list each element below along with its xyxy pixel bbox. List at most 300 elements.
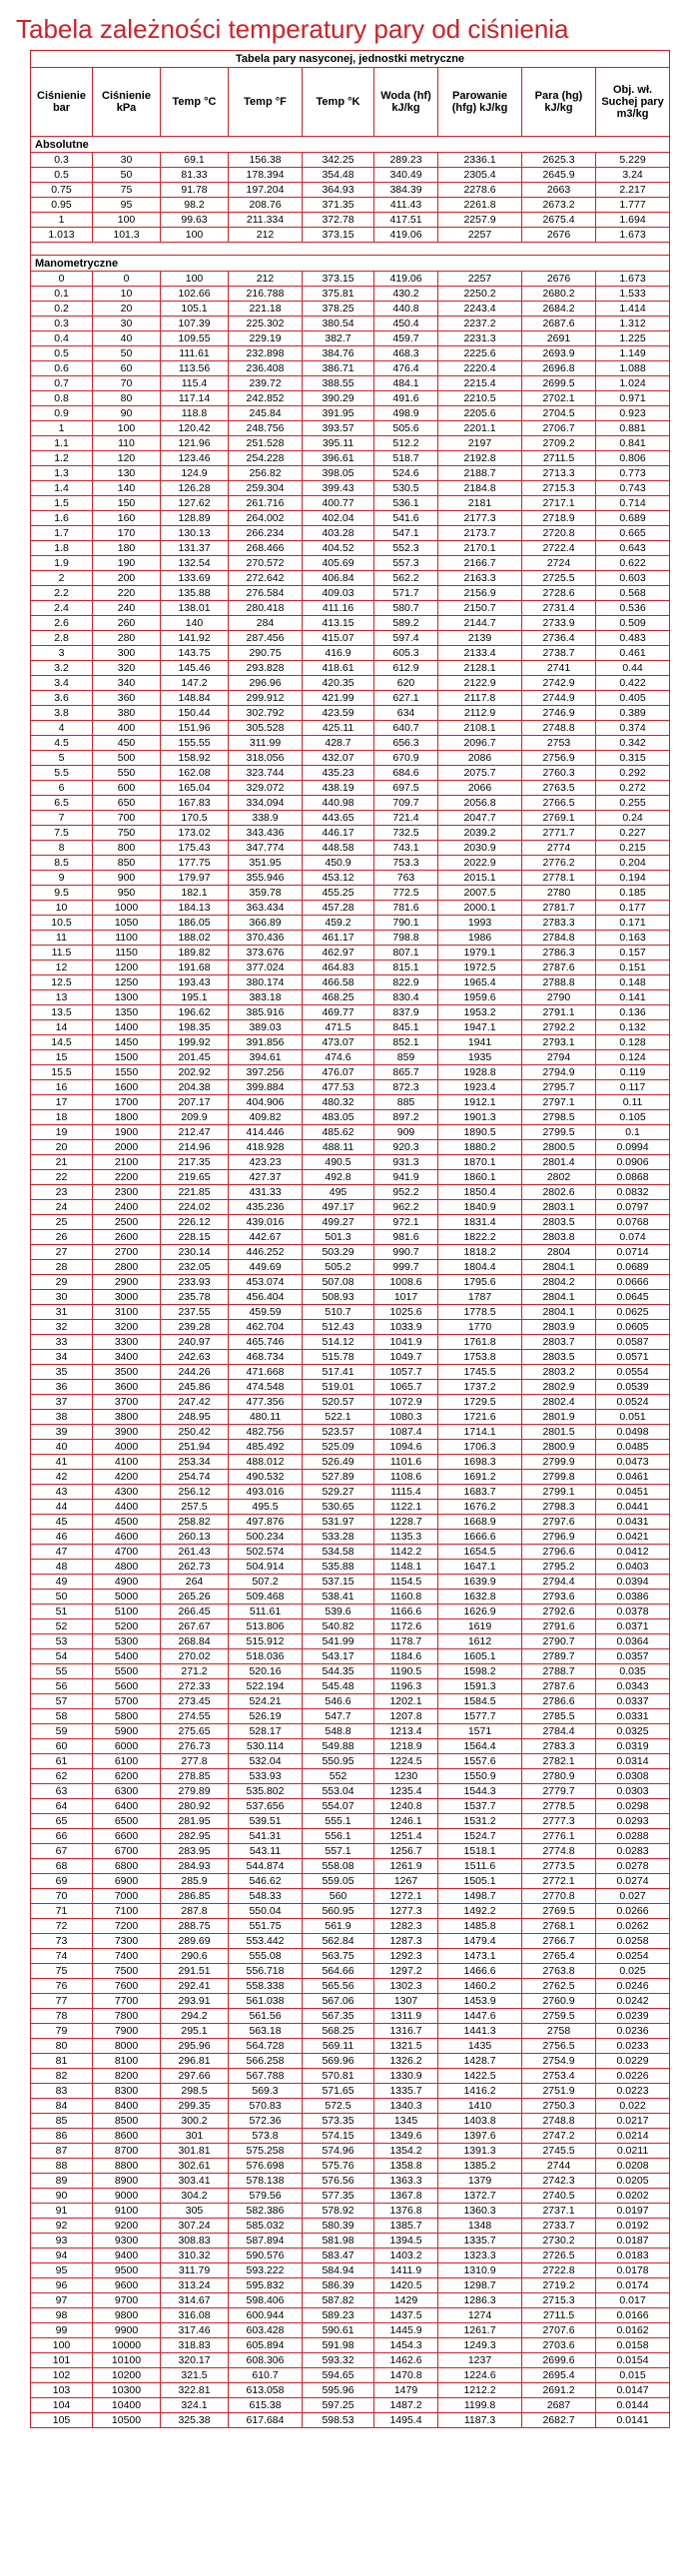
table-cell: 2780 (522, 886, 596, 901)
table-cell: 0.119 (596, 1065, 670, 1080)
table-cell: 2802.6 (522, 1185, 596, 1200)
table-cell: 1115.4 (374, 1485, 438, 1500)
table-cell: 2205.6 (438, 406, 522, 421)
table-cell: 1101.6 (374, 1455, 438, 1470)
table-cell: 30 (93, 153, 161, 168)
table-cell: 553.442 (229, 1934, 303, 1949)
table-cell: 52 (31, 1619, 93, 1634)
table-cell: 0.015 (596, 2368, 670, 2383)
table-cell: 214.96 (161, 1140, 229, 1155)
table-cell: 0.75 (31, 183, 93, 198)
table-cell: 1429 (374, 2293, 438, 2308)
table-cell: 113.56 (161, 361, 229, 376)
table-cell: 207.17 (161, 1095, 229, 1110)
table-cell: 1454.3 (374, 2338, 438, 2353)
table-cell: 2696.8 (522, 361, 596, 376)
table-cell: 0.0197 (596, 2204, 670, 2219)
table-cell: 17 (31, 1095, 93, 1110)
table-cell: 1172.6 (374, 1619, 438, 1634)
table-row (31, 1470, 670, 1485)
table-cell: 53 (31, 1634, 93, 1649)
table-cell: 148.84 (161, 691, 229, 706)
table-cell: 557.3 (374, 556, 438, 571)
table-cell: 1654.5 (438, 1545, 522, 1560)
table-cell: 245.84 (229, 406, 303, 421)
table-cell: 527.89 (303, 1470, 374, 1485)
table-row (31, 1679, 670, 1694)
table-cell: 32 (31, 1320, 93, 1335)
table-cell: 509.468 (229, 1590, 303, 1605)
table-cell: 537.656 (229, 1799, 303, 1814)
table-cell: 301 (161, 2129, 229, 2144)
table-cell: 1557.6 (438, 1754, 522, 1769)
table-cell: 525.09 (303, 1440, 374, 1455)
table-cell: 46 (31, 1530, 93, 1545)
table-cell: 42 (31, 1470, 93, 1485)
table-cell: 371.35 (303, 198, 374, 213)
table-cell: 753.3 (374, 856, 438, 871)
table-cell: 815.1 (374, 961, 438, 975)
table-cell: 19 (31, 1125, 93, 1140)
table-cell: 2799.5 (522, 1125, 596, 1140)
table-cell: 2703.6 (522, 2338, 596, 2353)
table-cell: 2801.9 (522, 1410, 596, 1425)
table-cell: 1831.4 (438, 1215, 522, 1230)
table-row (31, 2398, 670, 2413)
table-cell: 561.56 (229, 2009, 303, 2024)
table-cell: 25 (31, 1215, 93, 1230)
table-cell: 0.3 (31, 317, 93, 331)
table-cell: 0.0554 (596, 1365, 670, 1380)
table-cell: 391.856 (229, 1035, 303, 1050)
table-row (31, 2144, 670, 2159)
table-cell: 446.252 (229, 1245, 303, 1260)
table-cell: 1683.7 (438, 1485, 522, 1500)
table-cell: 2257 (438, 272, 522, 287)
table-cell: 5.5 (31, 766, 93, 781)
table-cell: 2075.7 (438, 766, 522, 781)
table-row (31, 2024, 670, 2039)
table-cell: 3.2 (31, 661, 93, 676)
table-cell: 2201.1 (438, 421, 522, 436)
table-cell: 121.96 (161, 436, 229, 451)
table-cell: 1235.4 (374, 1784, 438, 1799)
table-cell: 1531.2 (438, 1814, 522, 1829)
table-cell: 1.414 (596, 302, 670, 317)
table-row (31, 2368, 670, 2383)
table-cell: 2780.9 (522, 1769, 596, 1784)
table-cell: 567.35 (303, 2009, 374, 2024)
table-cell: 455.25 (303, 886, 374, 901)
table-cell: 7.5 (31, 826, 93, 841)
table-cell: 568.25 (303, 2024, 374, 2039)
table-cell: 197.204 (229, 183, 303, 198)
table-cell: 6.5 (31, 796, 93, 811)
table-cell: 0.141 (596, 990, 670, 1005)
table-row (31, 1035, 670, 1050)
table-cell: 2400 (93, 1200, 161, 1215)
table-cell: 389.03 (229, 1020, 303, 1035)
table-cell: 29 (31, 1275, 93, 1290)
table-row (31, 183, 670, 198)
table-cell: 212 (229, 228, 303, 243)
table-row (31, 496, 670, 511)
table-cell: 0.272 (596, 781, 670, 796)
table-row (31, 2278, 670, 2293)
table-cell: 620 (374, 676, 438, 691)
table-cell: 13.5 (31, 1005, 93, 1020)
table-cell: 541.99 (303, 1634, 374, 1649)
table-cell: 0.171 (596, 916, 670, 931)
table-cell: 2731.4 (522, 601, 596, 616)
table-cell: 518.7 (374, 451, 438, 466)
table-cell: 9000 (93, 2189, 161, 2204)
table-cell: 590.576 (229, 2249, 303, 2263)
table-cell: 950 (93, 886, 161, 901)
table-cell: 186.05 (161, 916, 229, 931)
table-row (31, 2069, 670, 2084)
table-cell: 3800 (93, 1410, 161, 1425)
table-cell: 0.0378 (596, 1605, 670, 1619)
table-cell: 404.52 (303, 541, 374, 556)
table-cell: 1379 (438, 2174, 522, 2189)
table-cell: 126.28 (161, 481, 229, 496)
table-cell: 2754.9 (522, 2054, 596, 2069)
table-cell: 103 (31, 2383, 93, 2398)
table-cell: 536.1 (374, 496, 438, 511)
table-cell: 581.98 (303, 2234, 374, 2249)
table-cell: 534.58 (303, 1545, 374, 1560)
table-cell: 530.5 (374, 481, 438, 496)
table-cell: 3900 (93, 1425, 161, 1440)
table-cell: 1267 (374, 1874, 438, 1889)
table-cell: 2748.8 (522, 2114, 596, 2129)
table-cell: 390.29 (303, 391, 374, 406)
table-cell: 474.6 (303, 1050, 374, 1065)
table-cell: 272.33 (161, 1679, 229, 1694)
table-cell: 293.828 (229, 661, 303, 676)
table-cell: 184.13 (161, 901, 229, 916)
table-cell: 543.11 (229, 1844, 303, 1859)
table-cell: 490.532 (229, 1470, 303, 1485)
table-cell: 311.99 (229, 736, 303, 751)
table-cell: 318.056 (229, 751, 303, 766)
table-cell: 1080.3 (374, 1410, 438, 1425)
table-cell: 0.0714 (596, 1245, 670, 1260)
table-cell: 413.15 (303, 616, 374, 631)
table-cell: 2793.6 (522, 1590, 596, 1605)
table-cell: 807.1 (374, 946, 438, 961)
table-cell: 86 (31, 2129, 93, 2144)
table-cell: 1676.2 (438, 1500, 522, 1515)
table-cell: 10400 (93, 2398, 161, 2413)
table-cell: 574.15 (303, 2129, 374, 2144)
table-row (31, 1664, 670, 1679)
table-cell: 550 (93, 766, 161, 781)
table-cell: 80 (93, 391, 161, 406)
table-cell: 2803.9 (522, 1320, 596, 1335)
table-cell: 4600 (93, 1530, 161, 1545)
table-cell: 63 (31, 1784, 93, 1799)
table-cell: 2220.4 (438, 361, 522, 376)
table-cell: 0.0461 (596, 1470, 670, 1485)
table-cell: 69.1 (161, 153, 229, 168)
table-row (31, 1350, 670, 1365)
table-cell: 425.11 (303, 721, 374, 736)
table-cell: 70 (93, 376, 161, 391)
table-cell: 554.07 (303, 1799, 374, 1814)
table-cell: 2278.6 (438, 183, 522, 198)
table-cell: 0.0178 (596, 2263, 670, 2278)
table-cell: 1935 (438, 1050, 522, 1065)
table-row (31, 1215, 670, 1230)
table-cell: 373.15 (303, 228, 374, 243)
table-cell: 456.404 (229, 1290, 303, 1305)
table-cell: 0.035 (596, 1664, 670, 1679)
table-cell: 299.35 (161, 2099, 229, 2114)
table-cell: 0.0202 (596, 2189, 670, 2204)
table-cell: 0.027 (596, 1889, 670, 1904)
table-cell: 1518.1 (438, 1844, 522, 1859)
table-cell: 65 (31, 1814, 93, 1829)
table-cell: 8300 (93, 2084, 161, 2099)
table-cell: 2769.1 (522, 811, 596, 826)
table-cell: 118.8 (161, 406, 229, 421)
table-cell: 1108.6 (374, 1470, 438, 1485)
table-cell: 515.78 (303, 1350, 374, 1365)
table-cell: 859 (374, 1050, 438, 1065)
table-cell: 1.673 (596, 272, 670, 287)
table-cell: 468.734 (229, 1350, 303, 1365)
table-cell: 697.5 (374, 781, 438, 796)
table-cell: 2737.1 (522, 2204, 596, 2219)
table-cell: 204.38 (161, 1080, 229, 1095)
table-cell: 224.02 (161, 1200, 229, 1215)
table-cell: 10500 (93, 2413, 161, 2428)
table-cell: 130 (93, 466, 161, 481)
table-cell: 2300 (93, 1185, 161, 1200)
table-cell: 613.058 (229, 2383, 303, 2398)
table-cell: 504.914 (229, 1560, 303, 1575)
table-cell: 485.492 (229, 1440, 303, 1455)
table-cell: 569.11 (303, 2039, 374, 2054)
table-cell: 497.17 (303, 1200, 374, 1215)
table-cell: 150.44 (161, 706, 229, 721)
section-label-gauge: Manometryczne (31, 256, 670, 272)
table-cell: 598.406 (229, 2293, 303, 2308)
table-cell: 3700 (93, 1395, 161, 1410)
table-cell: 417.51 (374, 213, 438, 228)
table-cell: 549.88 (303, 1739, 374, 1754)
table-cell: 9700 (93, 2293, 161, 2308)
table-cell: 303.41 (161, 2174, 229, 2189)
table-cell: 2210.5 (438, 391, 522, 406)
table-cell: 569.3 (229, 2084, 303, 2099)
table-cell: 0.128 (596, 1035, 670, 1050)
table-cell: 1154.5 (374, 1575, 438, 1590)
table-row (31, 1829, 670, 1844)
table-cell: 493.016 (229, 1485, 303, 1500)
table-row (31, 1155, 670, 1170)
table-cell: 311.79 (161, 2263, 229, 2278)
table-cell: 1632.8 (438, 1590, 522, 1605)
table-cell: 67 (31, 1844, 93, 1859)
table-cell: 1323.3 (438, 2249, 522, 2263)
table-cell: 2900 (93, 1275, 161, 1290)
table-cell: 545.48 (303, 1679, 374, 1694)
table-cell: 7200 (93, 1919, 161, 1934)
table-cell: 1479 (374, 2383, 438, 2398)
table-cell: 0.374 (596, 721, 670, 736)
table-cell: 85 (31, 2114, 93, 2129)
table-cell: 260.13 (161, 1530, 229, 1545)
table-cell: 2673.2 (522, 198, 596, 213)
table-cell: 453.074 (229, 1275, 303, 1290)
table-cell: 94 (31, 2249, 93, 2263)
table-cell: 170 (93, 526, 161, 541)
table-cell: 386.71 (303, 361, 374, 376)
table-cell: 2.8 (31, 631, 93, 646)
table-cell: 1017 (374, 1290, 438, 1305)
table-cell: 120.42 (161, 421, 229, 436)
table-row (31, 391, 670, 406)
table-cell: 0.568 (596, 586, 670, 601)
table-cell: 1135.3 (374, 1530, 438, 1545)
table-cell: 507.2 (229, 1575, 303, 1590)
table-cell: 608.306 (229, 2353, 303, 2368)
table-cell: 280 (93, 631, 161, 646)
table-cell: 35 (31, 1365, 93, 1380)
table-cell: 418.928 (229, 1140, 303, 1155)
table-cell: 466.58 (303, 975, 374, 990)
table-cell: 84 (31, 2099, 93, 2114)
table-cell: 533.28 (303, 1530, 374, 1545)
table-cell: 2783.3 (522, 1739, 596, 1754)
table-cell: 3.24 (596, 168, 670, 183)
table-row (31, 2353, 670, 2368)
table-cell: 0.0357 (596, 1649, 670, 1664)
table-cell: 314.67 (161, 2293, 229, 2308)
header-temp-c: Temp °C (161, 68, 229, 137)
table-cell: 469.77 (303, 1005, 374, 1020)
table-cell: 2796.9 (522, 1530, 596, 1545)
table-cell: 8400 (93, 2099, 161, 2114)
table-cell: 74 (31, 1949, 93, 1964)
table-cell: 546.6 (303, 1694, 374, 1709)
table-cell: 375.81 (303, 287, 374, 302)
table-cell: 1860.1 (438, 1170, 522, 1185)
table-cell: 450.4 (374, 317, 438, 331)
table-cell: 2785.5 (522, 1709, 596, 1724)
table-cell: 1487.2 (374, 2398, 438, 2413)
table-cell: 1619 (438, 1619, 522, 1634)
table-cell: 1397.6 (438, 2129, 522, 2144)
table-cell: 1.013 (31, 228, 93, 243)
table-cell: 347.774 (229, 841, 303, 856)
table-cell: 1411.9 (374, 2263, 438, 2278)
table-cell: 459.59 (229, 1305, 303, 1320)
table-cell: 2184.8 (438, 481, 522, 496)
table-cell: 140 (93, 481, 161, 496)
table-cell: 111.61 (161, 346, 229, 361)
table-cell: 0.0906 (596, 1155, 670, 1170)
table-cell: 1818.2 (438, 1245, 522, 1260)
table-cell: 105 (31, 2413, 93, 2428)
table-cell: 1335.7 (374, 2084, 438, 2099)
table-cell: 2800.9 (522, 1440, 596, 1455)
table-cell: 1.533 (596, 287, 670, 302)
table-cell: 24 (31, 1200, 93, 1215)
table-row (31, 1065, 670, 1080)
table-cell: 110 (93, 436, 161, 451)
table-cell: 2108.1 (438, 721, 522, 736)
table-cell: 30 (31, 1290, 93, 1305)
table-cell: 256.82 (229, 466, 303, 481)
table-cell: 143.75 (161, 646, 229, 661)
table-cell: 1416.2 (438, 2084, 522, 2099)
table-cell: 279.89 (161, 1784, 229, 1799)
table-cell: 1437.5 (374, 2308, 438, 2323)
table-cell: 317.46 (161, 2323, 229, 2338)
table-cell: 382.7 (303, 331, 374, 346)
table-cell: 239.72 (229, 376, 303, 391)
table-row (31, 2114, 670, 2129)
table-cell: 1986 (438, 931, 522, 946)
table-row (31, 1844, 670, 1859)
table-cell: 2096.7 (438, 736, 522, 751)
table-cell: 591.98 (303, 2338, 374, 2353)
table-cell: 2675.4 (522, 213, 596, 228)
table-cell: 514.12 (303, 1335, 374, 1350)
table-cell: 2758 (522, 2024, 596, 2039)
table-cell: 6400 (93, 1799, 161, 1814)
table-cell: 95 (93, 198, 161, 213)
table-cell: 30 (93, 317, 161, 331)
table-row (31, 2204, 670, 2219)
table-cell: 107.39 (161, 317, 229, 331)
table-cell: 0.022 (596, 2099, 670, 2114)
table-cell: 1094.6 (374, 1440, 438, 1455)
table-cell: 2163.3 (438, 571, 522, 586)
table-cell: 0.0158 (596, 2338, 670, 2353)
table-cell: 6800 (93, 1859, 161, 1874)
table-cell: 464.83 (303, 961, 374, 975)
table-cell: 383.18 (229, 990, 303, 1005)
table-cell: 0.0226 (596, 2069, 670, 2084)
table-cell: 212 (229, 272, 303, 287)
table-cell: 0.8 (31, 391, 93, 406)
table-cell: 232.898 (229, 346, 303, 361)
table-cell: 1237 (438, 2353, 522, 2368)
table-row (31, 616, 670, 631)
table-cell: 123.46 (161, 451, 229, 466)
table-cell: 1912.1 (438, 1095, 522, 1110)
table-cell: 897.2 (374, 1110, 438, 1125)
table-cell: 1202.1 (374, 1694, 438, 1709)
table-cell: 2796.6 (522, 1545, 596, 1560)
table-cell: 1941 (438, 1035, 522, 1050)
table-cell: 763 (374, 871, 438, 886)
table-cell: 1087.4 (374, 1425, 438, 1440)
table-cell: 541.31 (229, 1829, 303, 1844)
table-cell: 1316.7 (374, 2024, 438, 2039)
table-cell: 6 (31, 781, 93, 796)
table-cell: 2745.5 (522, 2144, 596, 2159)
table-cell: 2713.3 (522, 466, 596, 481)
table-cell: 2760.9 (522, 1994, 596, 2009)
table-cell: 0.0473 (596, 1455, 670, 1470)
table-cell: 91 (31, 2204, 93, 2219)
